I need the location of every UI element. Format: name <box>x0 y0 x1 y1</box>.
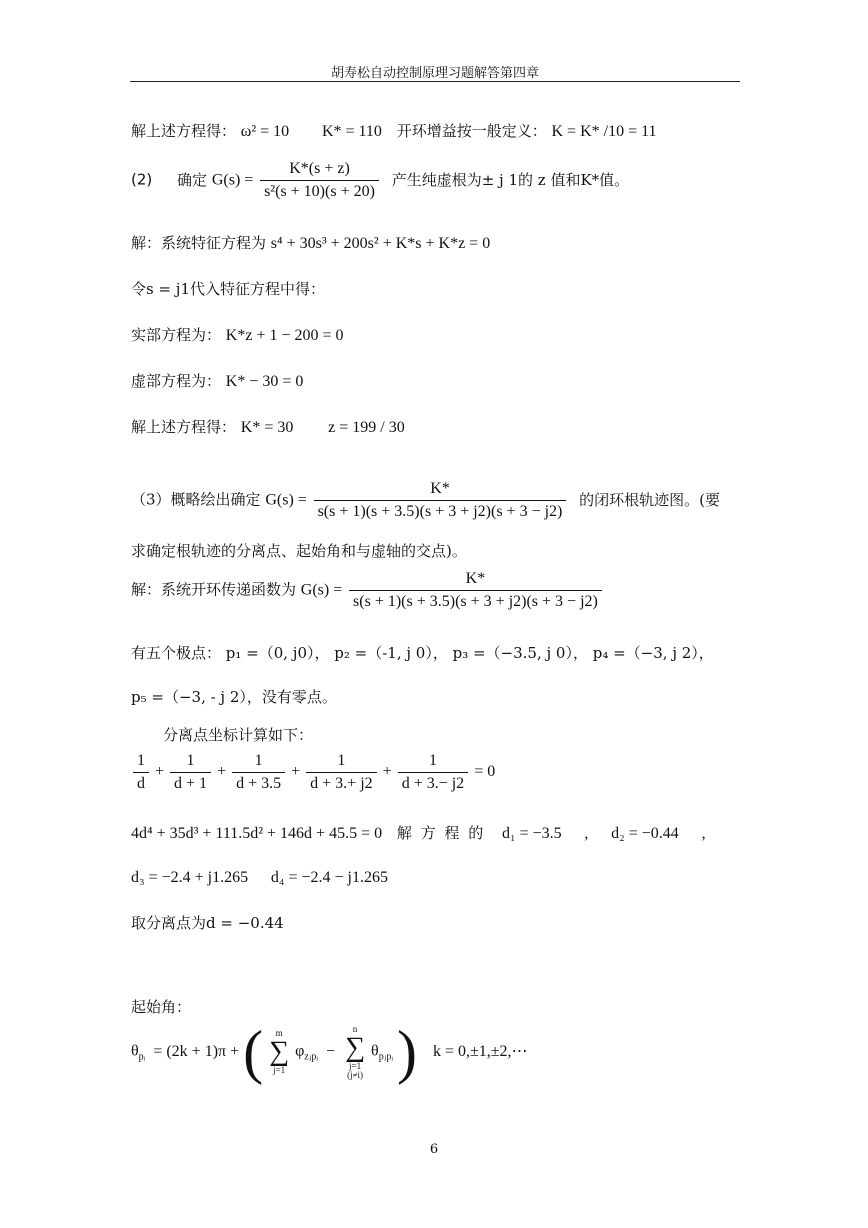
p2-num: K*(s + z) <box>289 160 350 177</box>
line-solution-2 <box>131 416 405 437</box>
l14-eq: 4d⁴ + 35d³ + 111.5d² + 146d + 45.5 = 0 <box>131 825 383 842</box>
line-poles: 有五个极点： p₁ =（0, j0）， p₂ =（-1, j 0）， p₃ =（−3.5, j 0）， p₄ =（−3, j 2）， <box>131 644 714 662</box>
l13-term-1: $\frac{1}{d}$ <box>133 752 149 793</box>
l14-mid: 解 方 程 的 <box>396 824 486 842</box>
line-open-loop-tf <box>131 570 604 611</box>
l18-sum-1: m ∑ j=1 <box>269 1028 290 1075</box>
l7-prefix: 解上述方程得： <box>131 418 237 436</box>
page-header-title: 胡寿松自动控制原理习题解答第四章 <box>330 66 539 81</box>
l6-prefix: 虚部方程为： <box>131 372 222 390</box>
line-breakaway-intro: 分离点坐标计算如下： <box>163 726 314 744</box>
l13-term-4: $\frac{1}{d + 3.+ j2}$ <box>306 752 377 793</box>
p3-g: G(s) = <box>265 491 307 509</box>
l15-d3: d₃ = −2.4 + j1.265 <box>131 869 249 886</box>
l18-paren-left: ( <box>243 1019 264 1085</box>
l13-term-3: $\frac{1}{d + 3.5}$ <box>232 752 285 793</box>
l7-eq-k: K* = 30 <box>240 419 294 436</box>
l18-theta-2-sub: pⱼpᵢ <box>378 1051 393 1063</box>
l18-phi-sub: zⱼpᵢ <box>304 1051 319 1063</box>
l9-g: G(s) = <box>300 581 343 599</box>
line-polynomial: 4d⁴ + 35d³ + 111.5d² + 146d + 45.5 = 0 解 方 程 的 d₁ = −3.5 , d₂ = −0.44 , <box>131 824 706 842</box>
l18-sum-2: n ∑ j=1 (j≠i) <box>345 1023 366 1080</box>
l18-theta-sub: pᵢ <box>138 1051 146 1063</box>
line-imag-eq <box>131 370 303 391</box>
l15-d4: d₄ = −2.4 − j1.265 <box>270 869 388 886</box>
l1-eq-k: K* = 110 <box>321 123 382 140</box>
p3-text2: 的闭环根轨迹图。(要 <box>579 490 721 509</box>
l18-minus: − <box>326 1042 336 1060</box>
header-rule <box>130 81 740 82</box>
page-number: 6 <box>429 1142 439 1157</box>
l1-mid: 开环增益按一般定义： <box>396 122 547 140</box>
p2-den: s²(s + 10)(s + 20) <box>260 180 379 201</box>
l5-eq: K*z + 1 − 200 = 0 <box>225 327 344 344</box>
l9-num: K* <box>465 570 486 587</box>
problem-3 <box>131 480 720 521</box>
l18-mid: = (2k + 1)π + <box>153 1042 240 1060</box>
p2-label: (2) <box>131 170 153 189</box>
line-char-eq <box>131 232 490 253</box>
l18-phi: φ <box>295 1042 305 1060</box>
line-poles-cont: p₅ =（−3, - j 2），没有零点。 <box>131 688 337 706</box>
problem-3-cont: 求确定根轨迹的分离点、起始角和与虚轴的交点)。 <box>131 542 467 560</box>
l13-term-2: $\frac{1}{d + 1}$ <box>170 752 211 793</box>
l3-eq: s⁴ + 30s³ + 200s² + K*s + K*z = 0 <box>270 235 491 252</box>
p3-den: s(s + 1)(s + 3.5)(s + 3 + j2)(s + 3 − j2) <box>314 500 567 521</box>
line-departure-angle-formula <box>131 1019 528 1085</box>
line-substitute: 令s = j1代入特征方程中得： <box>131 280 325 298</box>
l18-paren-right: ) <box>396 1019 417 1085</box>
p3-fraction <box>314 480 567 521</box>
l1-prefix: 解上述方程得： <box>131 122 237 140</box>
l9-fraction <box>349 570 602 611</box>
line-real-eq <box>131 324 344 345</box>
l1-eq-omega: ω² = 10 <box>240 123 290 140</box>
l9-den: s(s + 1)(s + 3.5)(s + 3 + j2)(s + 3 − j2) <box>349 590 602 611</box>
line-solution-1 <box>131 120 657 141</box>
l18-k: k = 0,±1,±2,⋯ <box>432 1042 528 1060</box>
p3-label: （3）概略绘出确定 <box>131 490 261 509</box>
l3-prefix: 解：系统特征方程为 <box>131 234 267 252</box>
problem-2 <box>131 160 629 201</box>
l9-prefix: 解：系统开环传递函数为 <box>131 580 297 599</box>
l5-prefix: 实部方程为： <box>131 326 222 344</box>
line-departure-angle-title: 起始角： <box>131 998 192 1016</box>
p2-text1: 确定 <box>177 170 208 189</box>
l6-eq: K* − 30 = 0 <box>225 373 304 390</box>
l1-eq-gain: K = K* /10 = 11 <box>551 123 657 140</box>
l14-d1: d₁ = −3.5 <box>501 825 562 842</box>
l14-d2: d₂ = −0.44 <box>611 825 679 842</box>
line-complex-roots <box>131 868 388 887</box>
p2-g: G(s) = <box>211 171 254 189</box>
p3-num: K* <box>430 480 450 497</box>
line-breakaway-point: 取分离点为d = −0.44 <box>131 914 284 932</box>
p2-text2: 产生纯虚根为± j 1的 z 值和K*值。 <box>391 170 630 189</box>
l18-theta: θ <box>131 1042 139 1060</box>
p2-fraction <box>260 160 379 201</box>
l18-theta-2: θ <box>371 1042 379 1060</box>
l13-term-5: $\frac{1}{d + 3.- j2}$ <box>398 752 469 793</box>
line-breakaway-eq: $\frac{1}{d}$ + $\frac{1}{d + 1}$ + $\frac{1}{d + 3.5}$ + $\frac{1}{d + 3.+ j2}$ + $\frac{1}{d + 3.- j2}$ = 0 <box>131 752 495 793</box>
l13-eq: = 0 <box>474 763 496 781</box>
l7-eq-z: z = 199 / 30 <box>328 419 405 436</box>
